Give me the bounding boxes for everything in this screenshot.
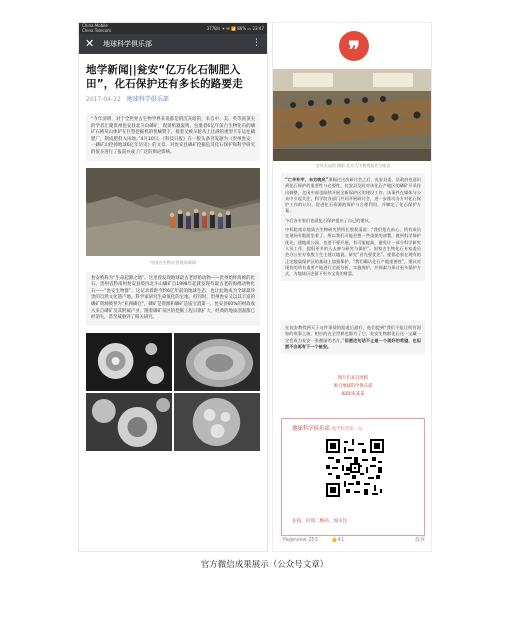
- qr-code[interactable]: [326, 439, 384, 497]
- conclusion-lead: “亡羊补牢，未为晚矣”: [285, 177, 329, 182]
- carrier-line-1: China Mobile: [82, 23, 108, 28]
- fossil-image-2: [174, 333, 260, 391]
- article-date: 2017-04-12: [86, 96, 121, 103]
- photo-caption: 中国古生物学者现场调研: [149, 259, 197, 265]
- intro-paragraph: “今年清明，对于全世界古生物学界来说都是阴沉灰暗的，来自中、美、英等国顶尖的学者汇聚贵州瓮安县北斗山磷矿，现场机器轰鸣，包裹着6亿年前古生物化石的磷矿石被从山体铲在巨型挖掘机的机械臂下，接着又被车轮从上还满的重型卡车运往磷肥厂，制成肥料入田地。”4月10日，《科技日报》在一版头条刊发题为《贵州瓮安：一磷矿山挖掉地球6亿年历史》的文章。对瓮安县磷矿挖掘危及化石保护和科学研究的很多进行了报道并成了广泛的舆论影响。: [86, 113, 260, 161]
- credit-3: 编辑/朱某某: [341, 392, 365, 397]
- more-icon[interactable]: ⋮: [252, 38, 261, 48]
- closing-text: 在瓮安教授两天于这件事情的报道后最后，他们提到“我们不能让所有国家的故事上演，相应的在全世界也都为了它，瓮安生物群化石这一宝藏一定会成为瓮安一张靓丽的名片。”: [285, 325, 421, 343]
- wechat-top-bar: [79, 34, 267, 54]
- field-survey-photo: [86, 168, 260, 256]
- right-phone-screenshot: [272, 22, 432, 552]
- fossil-image-4-drawing: [174, 393, 260, 451]
- conclusion-text: 事隔过这次研讨会之后，瓮安县委、县政府也意识到化石保护的重要性与必要性，瓮安县及时对该化石产地区的磷矿开采作出调整，北冈中部也陆续开展全新保护区的建设工作。该事件在媒体与公众中引起关注，科学院各部门共同开展研讨会，进一步推动各方对化石保护工作的认识，促进化石资源的保护与合理利用，并制定了化石保护方案。: [285, 177, 421, 214]
- meeting-caption: 会议实况图 摄影 北京大学教授报告与座谈: [315, 163, 391, 168]
- conclusion-box: [281, 173, 425, 281]
- qr-code-drawing: [326, 439, 384, 497]
- status-indicators: 3778/s ☀ ✉ 📶 86% ▭ 23:47: [206, 26, 264, 31]
- fossil-image-2-drawing: [174, 333, 260, 391]
- article-source-link[interactable]: 地球科学俱乐部: [126, 96, 169, 103]
- meeting-photo: [273, 69, 432, 161]
- fossil-image-grid: [86, 333, 260, 451]
- qr-card: [281, 418, 425, 536]
- fossil-image-3: [86, 393, 172, 451]
- close-icon[interactable]: ✕: [85, 37, 95, 50]
- like-button[interactable]: 👍41: [331, 537, 344, 543]
- credit-2: 源自地球科学俱乐部: [333, 384, 373, 389]
- article: [79, 63, 267, 451]
- closing-box: [281, 321, 425, 354]
- qr-card-subtitle: 地学科普第一站: [331, 427, 363, 432]
- pageview-count: Pageview 253: [283, 537, 318, 543]
- left-phone-screenshot: [78, 22, 268, 552]
- field-survey-photo-drawing: [86, 168, 260, 256]
- fossil-image-1-drawing: [86, 333, 172, 391]
- article-footer: [283, 536, 425, 545]
- carrier-info: [82, 23, 122, 33]
- meeting-photo-drawing: [273, 69, 432, 161]
- conclusion-text-c: 中科院南京地质古生物研究所所长殷积清说：“我们抢在前心，所有成员在现场有限面坐着了，所以我们可能会想一些重要的部署，做到科学保护优先，建地质公园、也要不要开展，有可能提高，避免让一部分科学研究人员工作，提倡更多的人去参与研究与保护”。国家古生物化石专家委员会办公室专家殷立生主建议地说，研究“首先要优先”。提倡必须在现有的正定地质保护区的基础上加强保护。“我们确认化石产地重要性”，建议对现有的所有重要产地进行全面分析，实施保护，并探索与探讨更多保护方式，为地球历史留下更多宝贵的财富。: [285, 227, 421, 277]
- weng-an-paragraph: 瓮安被称为“生命起源之地”。这里曾发现地球最古老原始动物——贵州始杯海绵的化石。贵州省黔南州瓮安县境内北斗山磷矿自1998年起就发现有最古老的海绵动物化石——“瓮安生物群”。这记录着距今约6亿年前的地球生态，也让此地成为全球最珍贵的自然文化遗产地。科学家研究生命演化的宝地。但同时，贵州瓮安又以其丰富的磷矿资源被誉为“亚洲磷仓”，磷矿是资源和磷矿是质宝消第一。瓮安县60%的财政收入来自磷矿及其附属产业，随着磷矿采区的挖掘工程日渐扩大，经典的地质剖面都已经消失，甚至威胁到了相关研究。: [86, 272, 260, 326]
- credits: [273, 375, 432, 399]
- status-bar: [79, 23, 267, 34]
- qr-card-header: [292, 424, 363, 432]
- quote-icon: ❞: [339, 31, 369, 61]
- closing-bold: 但愿这句话不止是一个美好的希望，也但愿不会再有下一个瓮安。: [285, 337, 421, 349]
- fossil-image-1: [86, 333, 172, 391]
- article-title: 地学新闻||瓮安“亿万化石制肥入田”，化石保护还有多长的路要走: [86, 64, 243, 90]
- fossil-image-4: [174, 393, 260, 451]
- qr-card-title: 地球科学俱乐部: [292, 426, 330, 432]
- carrier-line-2: China Telecom: [82, 28, 112, 33]
- qr-card-footer: 长按，识别二维码，加关注: [292, 519, 348, 524]
- report-link[interactable]: 投诉: [414, 537, 425, 543]
- account-title: 地球科学俱乐部: [103, 40, 152, 48]
- article-meta: [86, 96, 260, 104]
- figure-caption: 官方微信成果展示（公众号文章）: [200, 560, 329, 570]
- credit-1: 图片均来自网络: [337, 376, 369, 381]
- fossil-image-3-drawing: [86, 393, 172, 451]
- conclusion-text-b: 今后各专家们也就化石保护提出了自己的建议。: [285, 217, 373, 223]
